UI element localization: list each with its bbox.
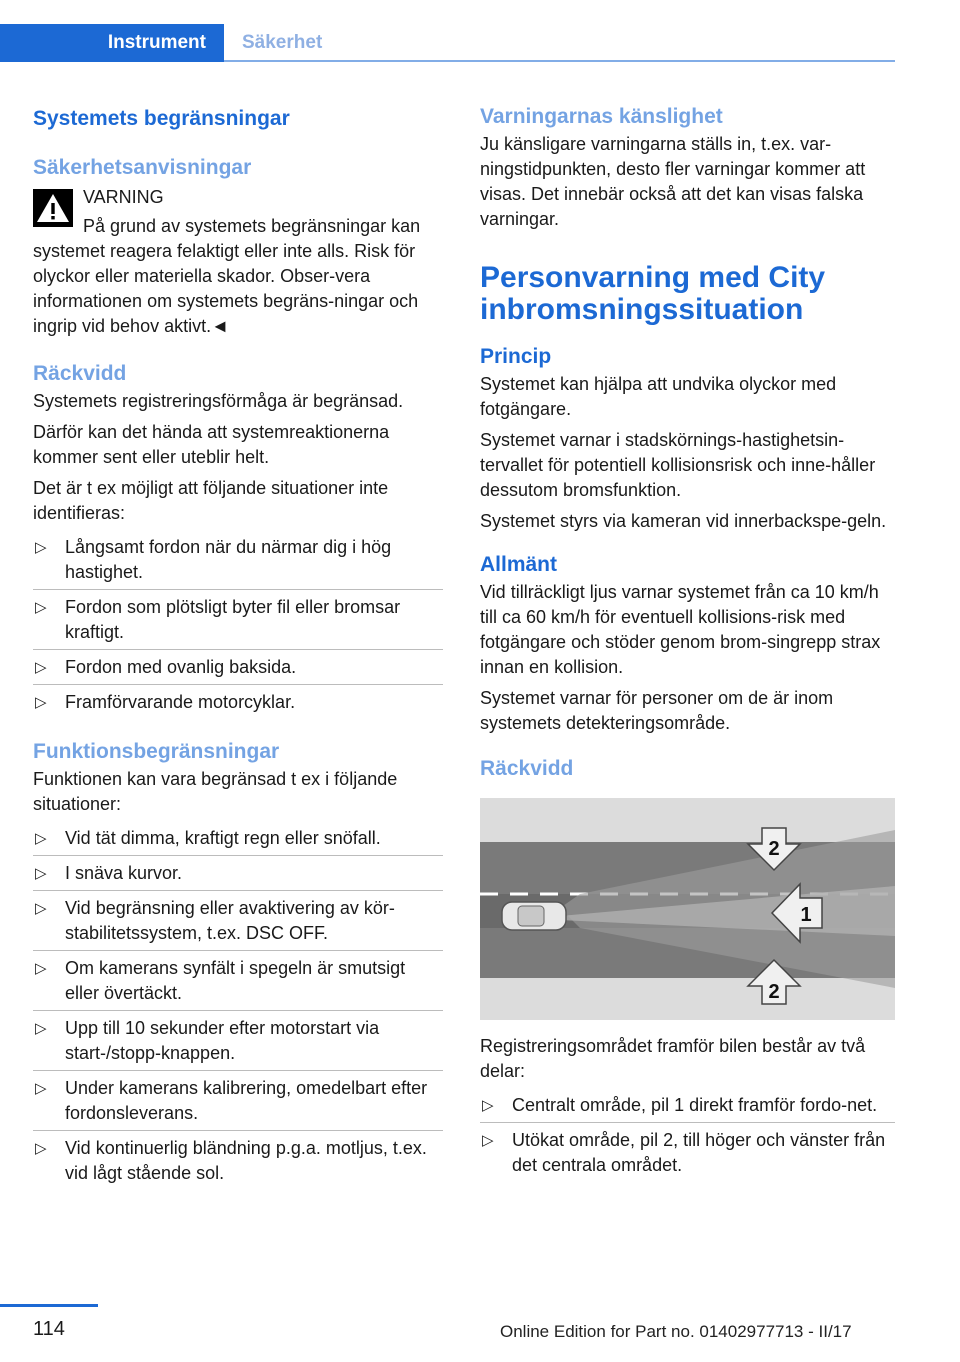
triangle-bullet-icon: ▷ [35, 599, 47, 616]
warning-triangle-icon [33, 189, 73, 227]
range-paragraph-3: Det är t ex möjligt att följande situationer inte identifieras: [33, 478, 389, 523]
detection-range-diagram [480, 798, 895, 1020]
warning-label: VARNING [83, 187, 164, 207]
triangle-bullet-icon: ▷ [35, 1140, 47, 1157]
function-limits-heading: Funktionsbegränsningar [33, 740, 280, 763]
function-limits-list [33, 823, 443, 1190]
list-item: ▷ Om kamerans synfält i spegeln är smutsigt eller övertäckt. [33, 953, 443, 1011]
list-item: ▷ Fordon som plötsligt byter fil eller bromsar kraftigt. [33, 592, 443, 650]
warning-block [33, 185, 443, 210]
left-column [33, 100, 443, 1192]
list-item: ▷ Vid tät dimma, kraftigt regn eller snöfall. [33, 823, 443, 856]
principle-paragraph-1: Systemet kan hjälpa att undvika olyckor med fotgängare. [480, 374, 837, 419]
safety-heading: Säkerhetsanvisningar [33, 156, 252, 179]
list-item: ▷ Fordon med ovanlig baksida. [33, 652, 443, 685]
detection-range-figure [480, 798, 895, 1020]
principle-paragraph-2: Systemet varnar i stadskörnings-hastighetsin‐tervallet för potentiell kollisionsrisk och inne‐håller dessutom bromsfunktion. [480, 430, 876, 500]
triangle-bullet-icon: ▷ [35, 830, 47, 847]
triangle-bullet-icon: ▷ [35, 1080, 47, 1097]
arrow-mid-label: 1 [800, 904, 812, 926]
list-item: ▷ Framförvarande motorcyklar. [33, 687, 443, 719]
principle-heading: Princip [480, 345, 552, 368]
person-warning-heading: Personvarning med City inbromsningssituation [480, 261, 826, 326]
arrow-top-label: 2 [768, 838, 780, 860]
list-item: ▷ Utökat område, pil 2, till höger och vänster från det centrala området. [482, 1130, 886, 1175]
figure-caption: Registreringsområdet framför bilen består av två delar: [480, 1036, 866, 1081]
triangle-bullet-icon: ▷ [35, 960, 47, 977]
list-item: ▷ Långsamt fordon när du närmar dig i hög hastighet. [33, 532, 443, 590]
range-heading-right: Räckvidd [480, 757, 574, 780]
triangle-bullet-icon: ▷ [35, 539, 47, 556]
edition-text: Online Edition for Part no. 01402977713 - II/17 [500, 1322, 852, 1341]
header-rule [224, 60, 895, 62]
page-number: 114 [33, 1318, 65, 1340]
general-paragraph-2: Systemet varnar för personer om de är inom systemets detekteringsområde. [480, 688, 834, 733]
header-tabs [0, 24, 895, 62]
list-item: ▷ Centralt område, pil 1 direkt framför fordo‐net. [480, 1090, 895, 1123]
list-item: ▷ Upp till 10 sekunder efter motorstart via start-/stopp-knappen. [33, 1013, 443, 1071]
tab-instrument[interactable]: Instrument [0, 24, 224, 62]
list-item: ▷ Vid kontinuerlig bländning p.g.a. motljus, t.ex. vid lågt stående sol. [35, 1138, 427, 1183]
triangle-bullet-icon: ▷ [35, 900, 47, 917]
triangle-bullet-icon: ▷ [35, 865, 47, 882]
principle-paragraph-3: Systemet styrs via kameran vid innerbackspe‐geln. [480, 511, 887, 531]
range-paragraph-1: Systemets registreringsförmåga är begränsad. [33, 391, 404, 411]
sensitivity-paragraph: Ju känsligare varningarna ställs in, t.ex. var‐ningstidpunkten, desto fler varningar kommer att visas. Det innebär också att det kan visas falska varningar. [480, 134, 866, 229]
figure-list [480, 1090, 895, 1182]
triangle-bullet-icon: ▷ [35, 694, 47, 711]
triangle-bullet-icon: ▷ [35, 659, 47, 676]
general-heading: Allmänt [480, 553, 558, 576]
warning-text: På grund av systemets begränsningar kan systemet reagera felaktigt eller inte alls. Risk för olyckor eller materiella skador. Obser‐vera informationen om systemets begräns‐ningar och ingrip vid behov aktivt.◄ [33, 216, 421, 336]
triangle-bullet-icon: ▷ [482, 1097, 494, 1114]
triangle-bullet-icon: ▷ [35, 1020, 47, 1037]
footer-rule [0, 1304, 98, 1307]
car-icon [502, 902, 566, 930]
right-column [480, 100, 895, 1184]
list-item: ▷ I snäva kurvor. [33, 858, 443, 891]
list-item: ▷ Vid begränsning eller avaktivering av kör‐stabilitetssystem, t.ex. DSC OFF. [33, 893, 443, 951]
sensitivity-heading: Varningarnas känslighet [480, 105, 723, 128]
range-paragraph-2: Därför kan det hända att systemreaktionerna kommer sent eller uteblir helt. [33, 422, 390, 467]
triangle-bullet-icon: ▷ [482, 1132, 494, 1149]
range-list [33, 532, 443, 719]
general-paragraph-1: Vid tillräckligt ljus varnar systemet från ca 10 km/h till ca 60 km/h för eventuell kollisions‐risk med fotgängare och stöder genom brom‐singrepp strax innan en kollision. [480, 582, 881, 677]
arrow-bottom-label: 2 [768, 981, 780, 1003]
section-title: Systemets begränsningar [33, 107, 290, 130]
tab-sakerhet[interactable]: Säkerhet [242, 32, 323, 53]
list-item: ▷ Under kamerans kalibrering, omedelbart efter fordonsleverans. [33, 1073, 443, 1131]
range-heading: Räckvidd [33, 362, 127, 385]
function-limits-paragraph: Funktionen kan vara begränsad t ex i följande situationer: [33, 769, 398, 814]
